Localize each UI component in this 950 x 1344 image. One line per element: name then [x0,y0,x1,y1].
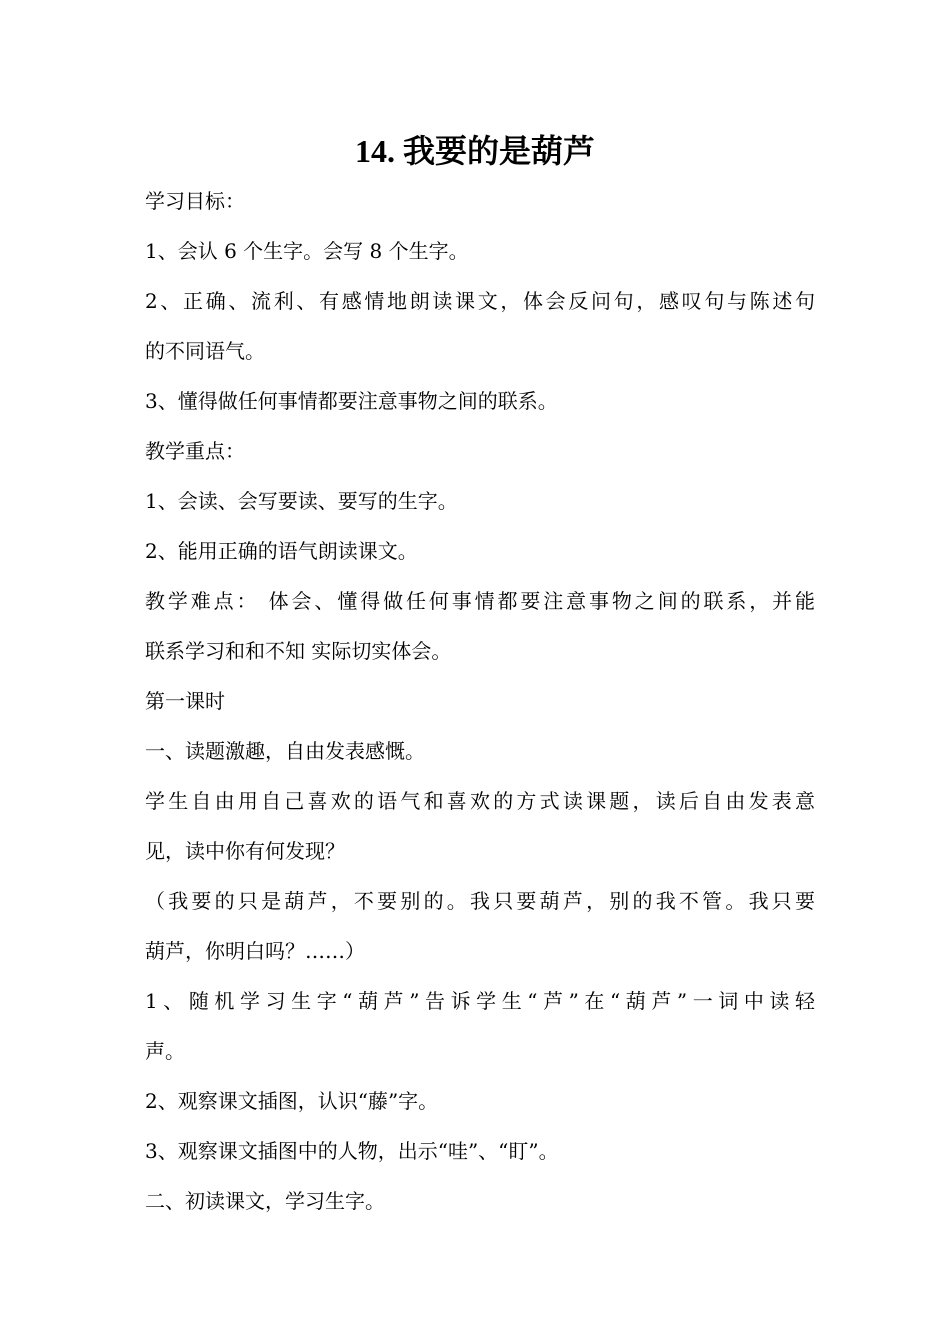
text-line-step-3: 3、观察课文插图中的人物，出示“哇”、“盯”。 [145,1139,559,1163]
text-line-key-points-heading: 教学重点： [145,439,245,463]
text-line-goal-2: 2、正确、流利、有感情地朗读课文，体会反问句，感叹句与陈述句 [145,289,815,313]
text-line-section-2: 二、初读课文，学习生字。 [145,1189,385,1213]
text-line-goal-1: 1、会认 6 个生字。会写 8 个生字。 [145,239,469,263]
text-line-goal-2-cont: 的不同语气。 [145,339,265,363]
text-line-paragraph-2: （我要的只是葫芦，不要别的。我只要葫芦，别的我不管。我只要 [145,889,815,913]
document-title: 14. 我要的是葫芦 [354,133,595,169]
text-line-section-1: 一、读题激趣，自由发表感慨。 [145,739,425,763]
text-line-key-point-2: 2、能用正确的语气朗读课文。 [145,539,418,563]
text-line-difficulty: 教学难点： 体会、懂得做任何事情都要注意事物之间的联系，并能 [145,589,815,613]
text-line-step-2: 2、观察课文插图，认识“藤”字。 [145,1089,439,1113]
text-line-key-point-1: 1、会读、会写要读、要写的生字。 [145,489,458,513]
text-line-learning-goals-heading: 学习目标： [145,189,245,213]
text-line-first-lesson: 第一课时 [145,689,225,713]
text-line-paragraph-2-cont: 葫芦，你明白吗？……） [145,939,365,963]
text-line-difficulty-cont: 联系学习和和不知 实际切实体会。 [145,639,452,663]
text-line-paragraph-1: 学生自由用自己喜欢的语气和喜欢的方式读课题，读后自由发表意 [145,789,815,813]
text-line-goal-3: 3、懂得做任何事情都要注意事物之间的联系。 [145,389,558,413]
text-line-paragraph-1-cont: 见，读中你有何发现？ [145,839,345,863]
text-line-step-1-cont: 声。 [145,1039,185,1063]
text-line-step-1: 1、随机学习生字“葫芦”告诉学生“芦”在“葫芦”一词中读轻 [145,989,815,1013]
